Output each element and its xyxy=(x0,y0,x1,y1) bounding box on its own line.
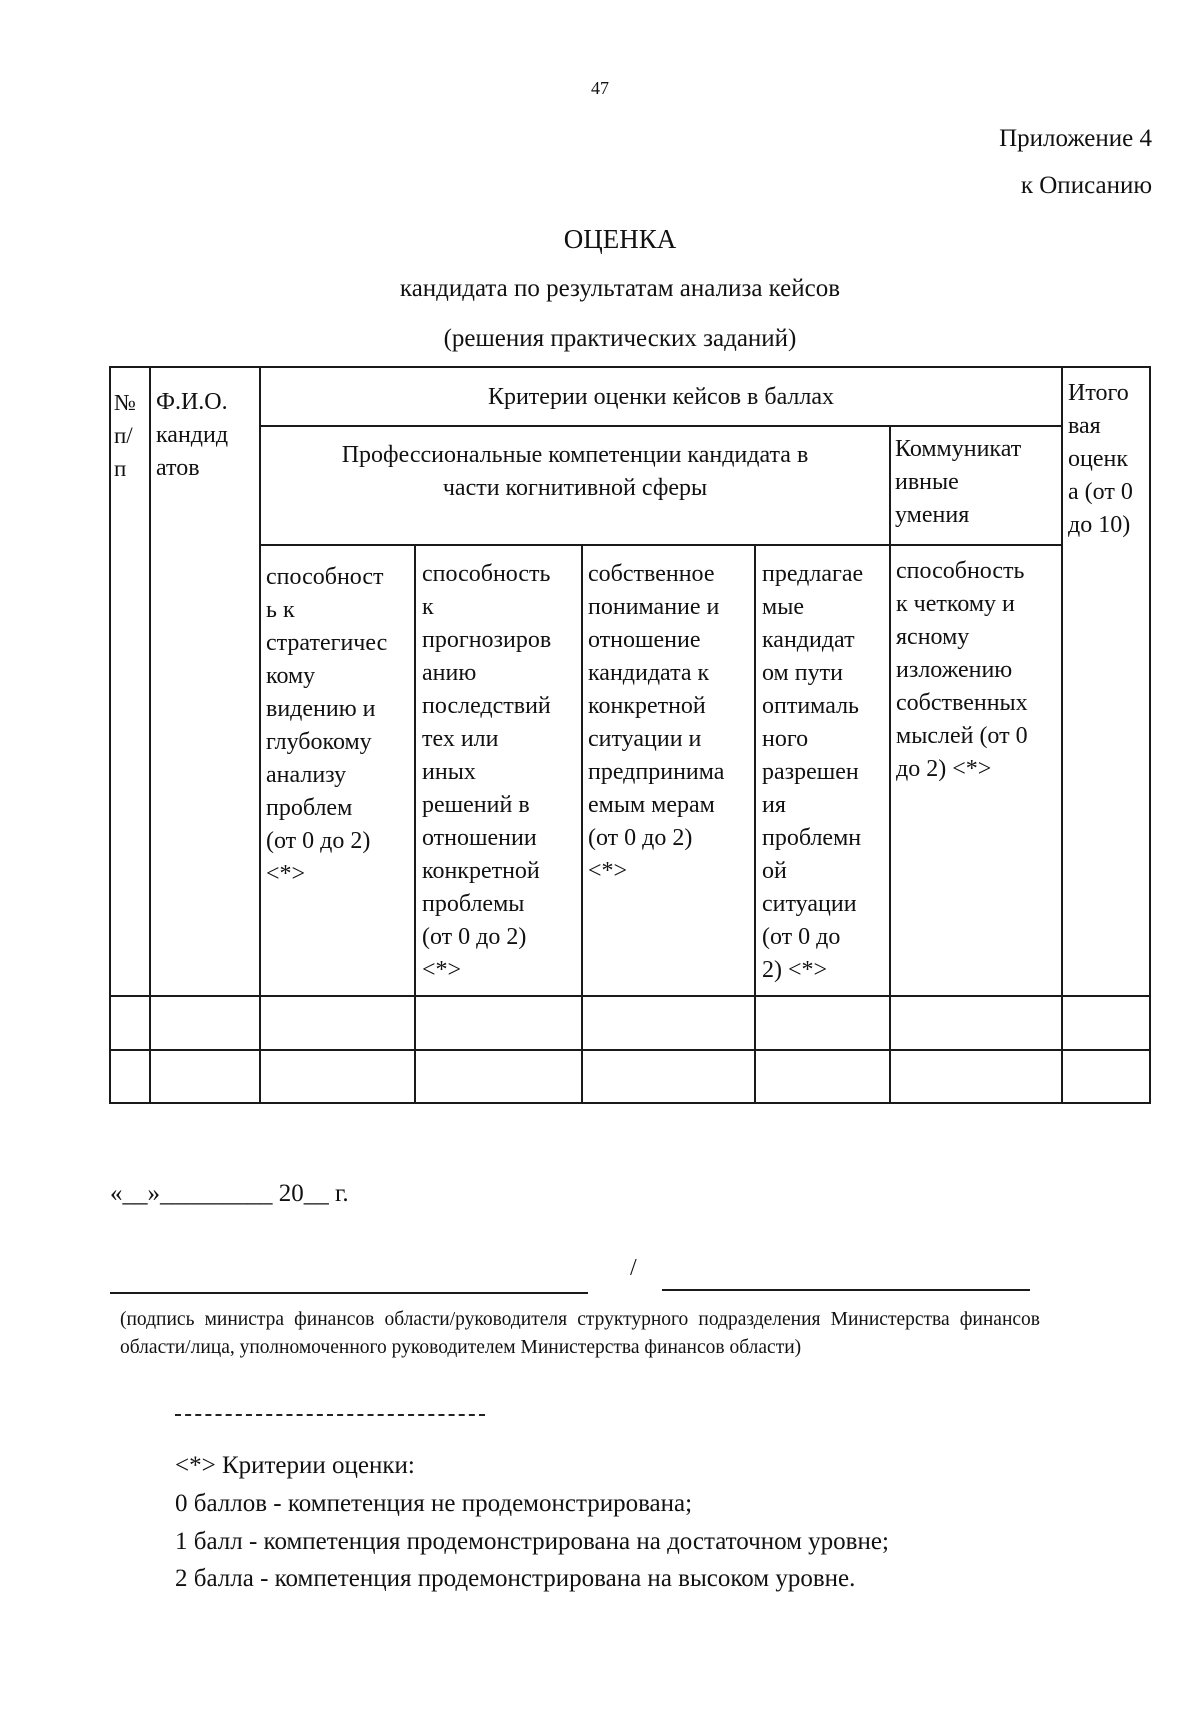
criteria-group-header: Критерии оценки кейсов в баллах xyxy=(487,384,835,410)
criterion-proposed-solutions: предлагае мые кандидат ом пути оптималь ного разрешен ия проблемн ой ситуации (от 0 до 2) <*> xyxy=(762,561,864,983)
footnote-item: 1 балл - компетенция продемонстрирована на достаточном уровне; xyxy=(175,1528,889,1555)
criterion-clear-expression: способность к четкому и ясному изложению собственных мыслей (от 0 до 2) <*> xyxy=(896,558,1028,782)
date-line: «__»_________ 20__ г. xyxy=(110,1180,349,1207)
footnote-title: <*> Критерии оценки: xyxy=(175,1452,415,1479)
criterion-strategic-vision: способност ь к стратегичес кому видению и глубокому анализу проблем (от 0 до 2) <*> xyxy=(266,564,388,887)
signature-separator: / xyxy=(630,1255,637,1281)
document-subtitle-line-2: (решения практических заданий) xyxy=(443,325,797,352)
appendix-reference: к Описанию xyxy=(1020,172,1152,199)
criterion-forecasting-consequences: способность к прогнозиров анию последствий тех или иных решений в отношении конкретной проблемы (от 0 до 2) <*> xyxy=(422,561,552,983)
table-row-empty-1 xyxy=(110,996,1150,1050)
footnote-item: 2 балла - компетенция продемонстрирована на высоком уровне. xyxy=(175,1565,856,1592)
document-subtitle-line-1: кандидата по результатам анализа кейсов xyxy=(399,275,841,302)
professional-competencies-header: Профессиональные компетенции кандидата в части когнитивной сферы xyxy=(341,442,809,501)
document-title: ОЦЕНКА xyxy=(563,224,677,254)
appendix-label: Приложение 4 xyxy=(999,125,1152,152)
column-header-total: Итого вая оценк а (от 0 до 10) xyxy=(1068,380,1133,538)
footnote-separator xyxy=(175,1414,485,1416)
table-row-empty-2 xyxy=(110,1050,1150,1103)
column-header-number: № п/ п xyxy=(114,390,136,481)
page-number: 47 xyxy=(591,78,609,98)
criterion-own-understanding: собственное понимание и отношение кандидата к конкретной ситуации и предпринима емым мерам (от 0 до 2) <*> xyxy=(588,561,725,884)
column-header-name: Ф.И.О. кандид атов xyxy=(156,389,229,481)
communicative-skills-header: Коммуникат ивные умения xyxy=(895,436,1022,528)
signature-caption: (подпись министра финансов области/руководителя структурного подразделения Министерства финансов области/лица, уполномоченного руководителем Министерства финансов области) xyxy=(120,1309,1040,1358)
footnote-item: 0 баллов - компетенция не продемонстрирована; xyxy=(175,1490,693,1517)
